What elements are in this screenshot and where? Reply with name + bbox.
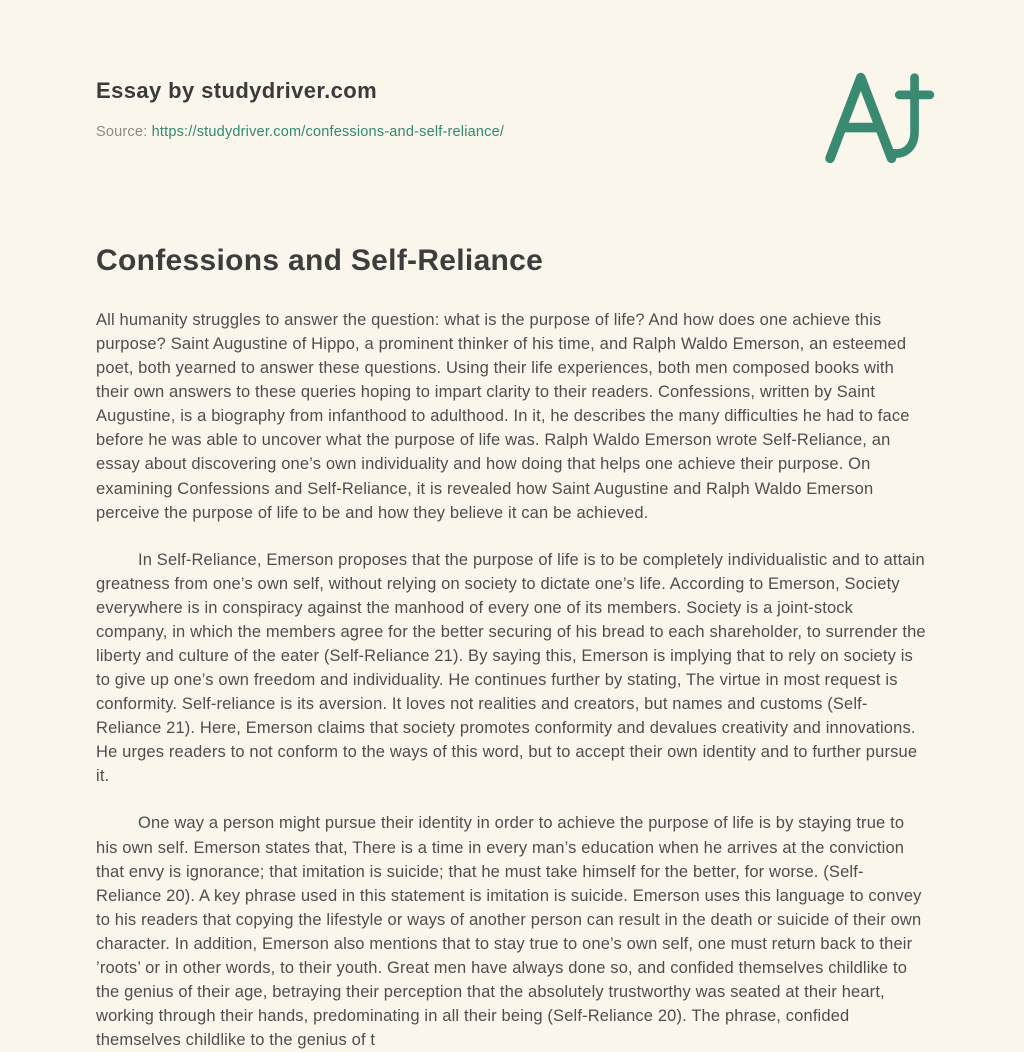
studydriver-logo-icon bbox=[822, 68, 938, 164]
essay-body bbox=[96, 308, 928, 1052]
source-line bbox=[96, 124, 928, 140]
source-label: Source: bbox=[96, 124, 148, 140]
essay-paragraph: In Self-Reliance, Emerson proposes that the purpose of life is to be completely individualistic and to attain greatness from one’s own self, without relying on society to dictate one’s life. According to Emerson, Society everywhere is in conspiracy against the manhood of every one of its members. Society is a joint-stock company, in which the members agree for the better securing of his bread to each shareholder, to surrender the liberty and culture of the eater (Self-Reliance 21). By saying this, Emerson is implying that to rely on society is to give up one’s own freedom and individuality. He continues further by stating, The virtue in most request is conformity. Self-reliance is its aversion. It loves not realities and creators, but names and customs (Self-Reliance 21). Here, Emerson claims that society promotes conformity and devalues creativity and innovations. He urges readers to not conform to the ways of this word, but to accept their own identity and to further pursue it. bbox=[96, 550, 926, 786]
essay-byline: Essay by studydriver.com bbox=[96, 78, 378, 103]
page-title: Confessions and Self-Reliance bbox=[96, 244, 544, 277]
source-link[interactable]: https://studydriver.com/confessions-and-self-reliance/ bbox=[151, 124, 505, 140]
essay-paragraph: All humanity struggles to answer the question: what is the purpose of life? And how does one achieve this purpose? Saint Augustine of Hippo, a prominent thinker of his time, and Ralph Waldo Emerson, an esteemed poet, both yearned to answer these questions. Using their life experiences, both men composed books with their own answers to these queries hoping to impart clarity to their readers. Confessions, written by Saint Augustine, is a biography from infanthood to adulthood. In it, he describes the many difficulties he had to face before he was able to uncover what the purpose of life was. Ralph Waldo Emerson wrote Self-Reliance, an essay about discovering one’s own individuality and how doing that helps one achieve their purpose. On examining Confessions and Self-Reliance, it is revealed how Saint Augustine and Ralph Waldo Emerson perceive the purpose of life to be and how they believe it can be achieved. bbox=[96, 311, 910, 522]
essay-paragraph: One way a person might pursue their identity in order to achieve the purpose of life is by staying true to his own self. Emerson states that, There is a time in every man’s education when he arrives at the conviction that envy is ignorance; that imitation is suicide; that he must take himself for the better, for worse. (Self-Reliance 20). A key phrase used in this statement is imitation is suicide. Emerson uses this language to convey to his readers that copying the lifestyle or ways of another person can result in the death or suicide of their own character. In addition, Emerson also mentions that to stay true to one’s own self, one must return back to their ’roots’ or in other words, to their youth. Great men have always done so, and confided themselves childlike to the genius of their age, betraying their perception that the absolutely trustworthy was seated at their heart, working through their hands, predominating in all their being (Self-Reliance 20). The phrase, confided themselves childlike to the genius of t bbox=[96, 814, 922, 1050]
